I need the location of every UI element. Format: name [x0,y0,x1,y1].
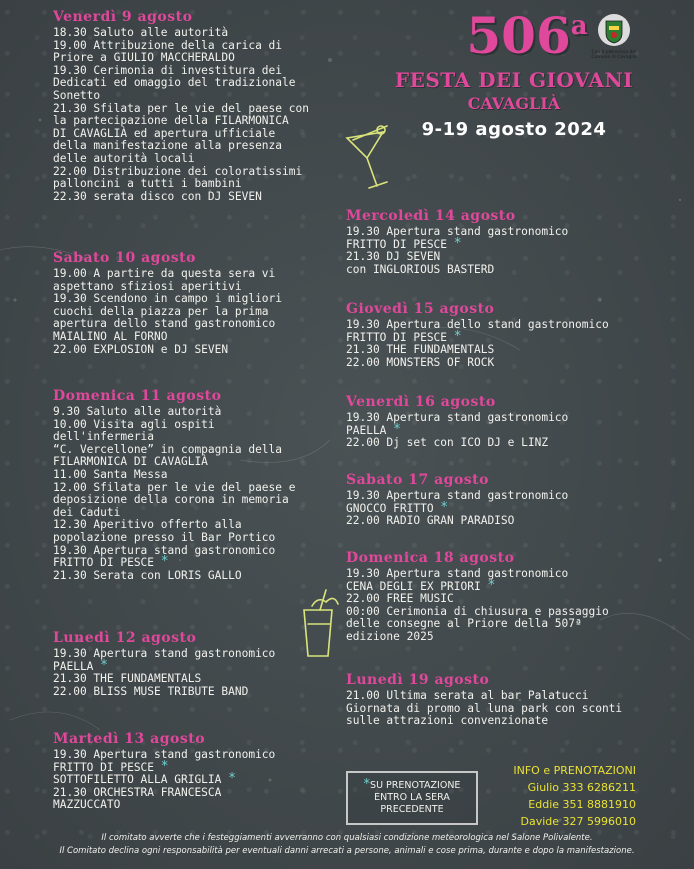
schedule-line: palloncini a tutti i bambini [53,177,242,191]
schedule-line: SOTTOFILETTO ALLA GRIGLIA * [53,771,236,787]
festival-city: CAVAGLIÀ [467,94,561,113]
schedule-left-1 [53,250,282,356]
schedule-line: sulle attrazioni convenzionate [346,714,549,728]
day-heading: Mercoledì 14 agosto [346,208,516,224]
schedule-line: 21.30 Sfilata per le vie del paese con [53,101,309,115]
schedule-line: 19.30 Apertura stand gastronomico [346,411,569,424]
schedule-line: cuochi della piazza per la prima [53,304,269,318]
schedule-line: GNOCCO FRITTO * [346,499,449,515]
schedule-line: 19.30 Apertura stand gastronomico [346,567,569,580]
schedule-line: 19.30 Apertura stand gastronomico [53,647,276,660]
day-lines [346,490,568,528]
day-heading: Venerdì 9 agosto [53,9,193,25]
schedule-left-0 [53,9,309,203]
day-heading: Sabato 10 agosto [53,250,196,266]
schedule-left-4 [53,731,275,812]
schedule-line: 22.00 FREE MUSIC [346,592,454,606]
day-lines [53,406,295,582]
schedule-line: 22.00 Distribuzione dei coloratissimi [53,164,303,178]
schedule-line: delle consegne al Priore della 507ª [346,617,582,631]
schedule-line: la partecipazione della FILARMONICA [53,114,289,128]
schedule-line: apertura dello stand gastronomico [53,317,276,331]
schedule-line: 22.30 serata disco con DJ SEVEN [53,189,262,203]
star-icon: * [393,421,401,437]
municipality-crest-icon [596,12,632,48]
day-lines [53,749,275,812]
day-lines [53,27,309,203]
day-heading: Lunedì 19 agosto [346,672,490,688]
star-icon: * [160,758,169,774]
schedule-right-1 [346,301,609,369]
star-icon: * [228,771,236,787]
schedule-line: Sonetto [53,88,101,102]
star-icon: * [453,328,462,344]
day-heading: Giovedì 15 agosto [346,301,495,317]
schedule-line: 12.30 Aperitivo offerto alla [53,518,242,532]
schedule-line: MAIALINO AL FORNO [53,329,168,343]
schedule-line: 21.30 ORCHESTRA FRANCESCA [53,785,222,799]
cocktail-glass-icon [343,124,403,196]
star-icon: * [453,235,462,251]
schedule-line: deposizione della corona in memoria [53,493,289,507]
schedule-line: 19.30 Apertura stand gastronomico [346,225,569,238]
schedule-line: FRITTO DI PESCE * [53,554,169,570]
schedule-line: 9.30 Saluto alle autorità [53,405,222,418]
schedule-line: MAZZUCCATO [53,798,121,812]
day-heading: Venerdì 16 agosto [346,394,496,410]
schedule-line: edizione 2025 [346,629,434,643]
schedule-line: FILARMONICA DI CAVAGLIÀ [53,455,208,469]
schedule-line: con INGLORIOUS BASTERD [346,262,495,276]
schedule-line: 11.00 Santa Messa [53,467,168,481]
star-icon: * [440,499,449,515]
schedule-line: 21.30 THE FUNDAMENTALS [53,672,202,686]
schedule-right-0 [346,208,568,276]
day-lines [346,568,609,644]
contact-davide: Davide 327 5996010 [520,815,636,828]
day-lines [53,648,275,698]
schedule-line: 12.00 Sfilata per le vie del paese e [53,480,296,494]
schedule-line: FRITTO DI PESCE * [53,758,169,774]
schedule-line: Dedicati ed omaggio del tradizionale [53,76,296,90]
schedule-line: 19.30 Apertura stand gastronomico [53,543,276,557]
schedule-line: Priore a GIULIO MACCHERALDO [53,51,235,65]
day-lines [346,226,568,276]
crest-caption: Con il patrocinio del Comune di Cavaglià [591,50,637,60]
schedule-line: FRITTO DI PESCE * [346,235,462,251]
day-heading: Sabato 17 agosto [346,472,489,488]
schedule-line: “C. Vercellone” in compagnia della [53,442,283,456]
star-icon: * [363,777,371,792]
day-lines [346,690,622,728]
schedule-line: FRITTO DI PESCE * [346,328,462,344]
note-line-1 [348,777,476,792]
schedule-line: 21.30 Serata con LORIS GALLO [53,568,242,582]
schedule-line: 19.30 Apertura stand gastronomico [53,748,276,761]
day-heading: Domenica 18 agosto [346,550,515,566]
schedule-line: PAELLA * [53,657,108,673]
contact-giulio: Giulio 333 6286211 [527,781,636,794]
schedule-line: aspettano sfiziosi aperitivi [53,279,242,293]
schedule-line: Giornata di promo al luna park con sconti [346,701,623,715]
day-heading: Martedì 13 agosto [53,731,206,747]
reservation-note-box [346,771,478,825]
schedule-line: popolazione presso il Bar Portico [53,530,276,544]
star-icon: * [100,657,108,673]
schedule-line: dell'infermeria [53,430,155,444]
edition-number [452,8,602,64]
schedule-line: 18.30 Saluto alle autorità [53,26,229,39]
schedule-line: della manifestazione alla presenza [53,139,283,153]
day-heading: Lunedì 12 agosto [53,630,197,646]
schedule-line: 19.30 Cerimonia di investitura dei [53,63,283,77]
schedule-line: DI CAVAGLIÀ ed apertura ufficiale [53,126,276,140]
schedule-right-5 [346,672,622,728]
schedule-line: 21.30 DJ SEVEN [346,250,441,264]
schedule-line: 22.00 Dj set con ICO DJ e LINZ [346,436,549,450]
schedule-line: 22.00 RADIO GRAN PARADISO [346,514,515,528]
schedule-line: 19.30 Apertura stand gastronomico [346,489,569,502]
schedule-line: 21.30 THE FUNDAMENTALS [346,343,495,357]
schedule-line: 22.00 BLISS MUSE TRIBUTE BAND [53,684,249,698]
schedule-left-2 [53,388,295,582]
schedule-line: 19.00 A partire da questa sera vi [53,267,276,280]
day-lines [346,319,609,369]
star-icon: * [160,554,169,570]
contact-eddie: Eddie 351 8881910 [528,798,636,811]
edition-ordinal: a [570,11,588,41]
schedule-line: 19.30 Scendono in campo i migliori [53,292,283,306]
schedule-line: 19.30 Apertura dello stand gastronomico [346,318,609,331]
schedule-left-3 [53,630,275,698]
schedule-line: 10.00 Visita agli ospiti [53,417,215,431]
footer-line-2: Il Comitato declina ogni responsabilità per eventuali danni arrecati a persone, animali e cose prima, durante e dopo la manifestazione. [59,846,635,856]
schedule-right-2 [346,394,568,450]
schedule-right-4 [346,550,609,644]
schedule-line: 19.00 Attribuzione della carica di [53,38,283,52]
schedule-line: 22.00 MONSTERS OF ROCK [346,355,495,369]
disclaimer-footer [20,832,674,858]
schedule-line: 22.00 EXPLOSION e DJ SEVEN [53,342,229,356]
schedule-line: dei Caduti [53,505,121,519]
note-line-3: PRECEDENTE [380,804,444,815]
schedule-right-3 [346,472,568,528]
schedule-line: 21.00 Ultima serata al bar Palatucci [346,689,589,702]
star-icon: * [487,577,496,593]
schedule-line: 00:00 Cerimonia di chiusura e passaggio [346,604,609,618]
note-text-1: SU PRENOTAZIONE [370,780,461,791]
day-lines [53,268,282,356]
info-title: INFO e PRENOTAZIONI [513,764,636,777]
schedule-line: CENA DEGLI EX PRIORI * [346,577,496,593]
schedule-line: delle autorità locali [53,151,195,165]
festival-dates: 9-19 agosto 2024 [421,119,607,140]
festival-title: FESTA DEI GIOVANI [394,68,634,92]
day-heading: Domenica 11 agosto [53,388,222,404]
drink-glass-icon [296,588,342,660]
day-lines [346,412,568,450]
schedule-line: PAELLA * [346,421,401,437]
edition-number-value: 506 [466,6,571,65]
info-contacts [480,762,636,830]
footer-line-1: Il comitato avverte che i festeggiamenti avverranno con qualsiasi condizione meteorologica nel Salone Polivalente. [101,833,593,843]
note-line-2: ENTRO LA SERA [374,792,450,803]
